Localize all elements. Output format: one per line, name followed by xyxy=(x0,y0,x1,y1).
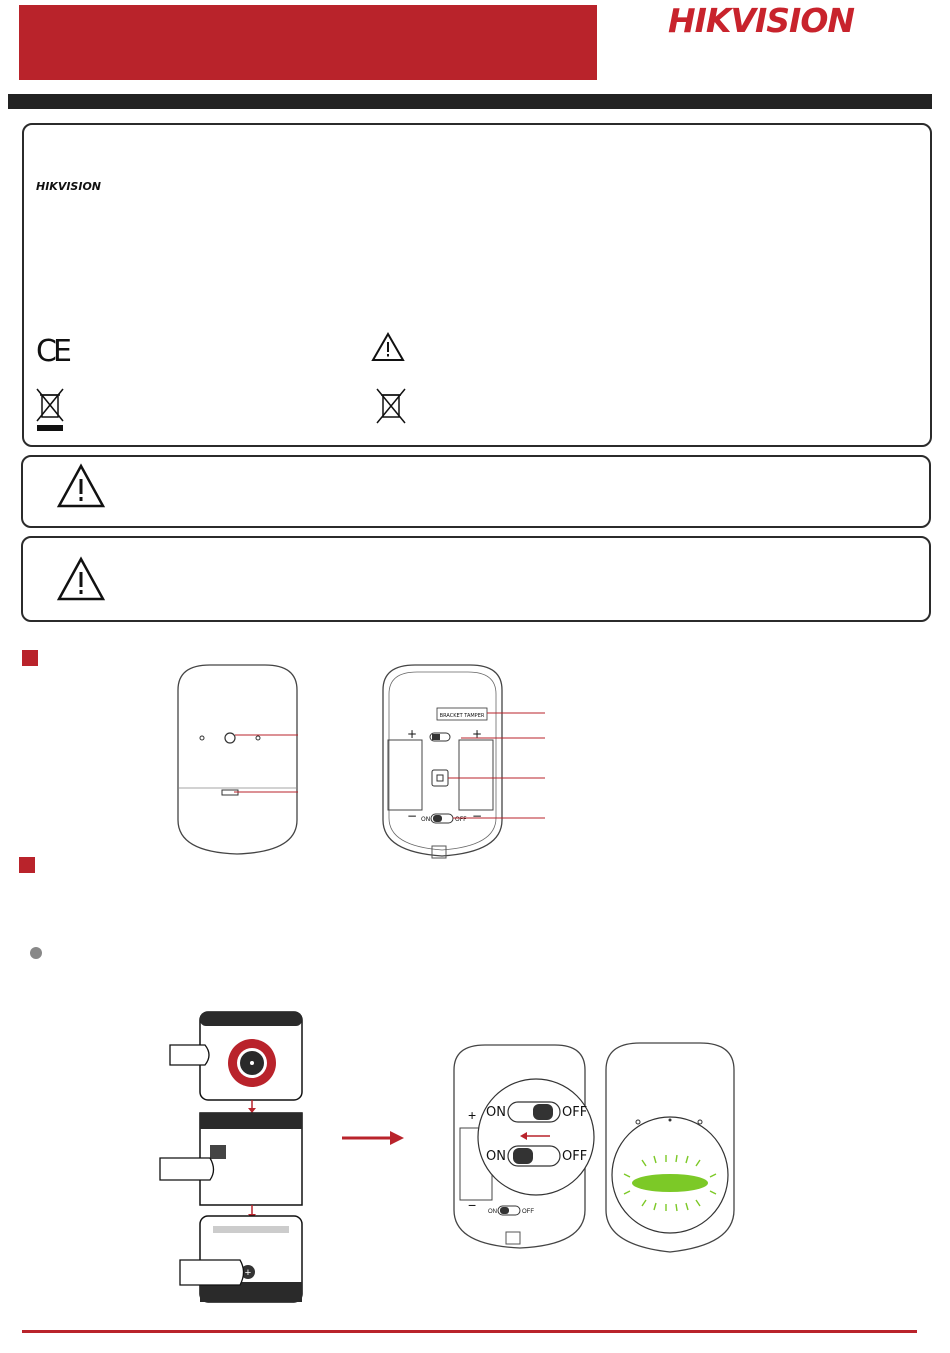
warning-panel-2 xyxy=(21,536,931,622)
ce-mark-icon: CE xyxy=(36,334,68,369)
svg-text:+: + xyxy=(244,1267,252,1279)
warning-panel-1 xyxy=(21,455,931,528)
regulatory-info-panel xyxy=(22,123,932,447)
section-marker-appearance xyxy=(22,650,38,666)
flow-arrow-icon xyxy=(340,1128,406,1148)
svg-text:OFF: OFF xyxy=(455,816,467,823)
svg-text:ON: ON xyxy=(488,1209,497,1215)
app-steps-illustration xyxy=(155,1010,305,1305)
tamper-label: BRACKET TAMPER xyxy=(439,713,485,719)
switch-on-illustration xyxy=(440,1040,605,1255)
weee-bin-icon xyxy=(34,387,66,433)
footer-rule xyxy=(22,1330,917,1333)
small-brand-logo: HIKVISION xyxy=(36,180,102,193)
warning-triangle-icon xyxy=(56,463,106,509)
svg-text:ON: ON xyxy=(421,816,431,823)
svg-text:−: − xyxy=(407,809,418,823)
svg-text:−: − xyxy=(472,809,483,823)
svg-text:+: + xyxy=(407,727,418,741)
svg-text:−: − xyxy=(468,1197,477,1213)
warning-triangle-icon xyxy=(371,332,405,362)
led-indicator-illustration xyxy=(600,1040,745,1255)
svg-text:OFF: OFF xyxy=(562,1149,588,1164)
warning-triangle-icon xyxy=(56,556,106,602)
svg-text:OFF: OFF xyxy=(562,1105,588,1120)
svg-text:OFF: OFF xyxy=(522,1209,534,1215)
svg-text:ON: ON xyxy=(486,1149,506,1164)
section-divider-bar xyxy=(8,94,932,109)
device-back-illustration xyxy=(375,660,547,865)
device-front-illustration xyxy=(170,660,305,860)
brand-logo: HIKVISION xyxy=(668,1,855,40)
section-marker-installation xyxy=(19,857,35,873)
svg-text:ON: ON xyxy=(486,1105,506,1120)
header-banner xyxy=(19,5,597,80)
step-bullet xyxy=(30,947,42,959)
svg-text:+: + xyxy=(468,1107,477,1123)
svg-text:+: + xyxy=(472,727,483,741)
weee-battery-bin-icon xyxy=(374,387,408,425)
